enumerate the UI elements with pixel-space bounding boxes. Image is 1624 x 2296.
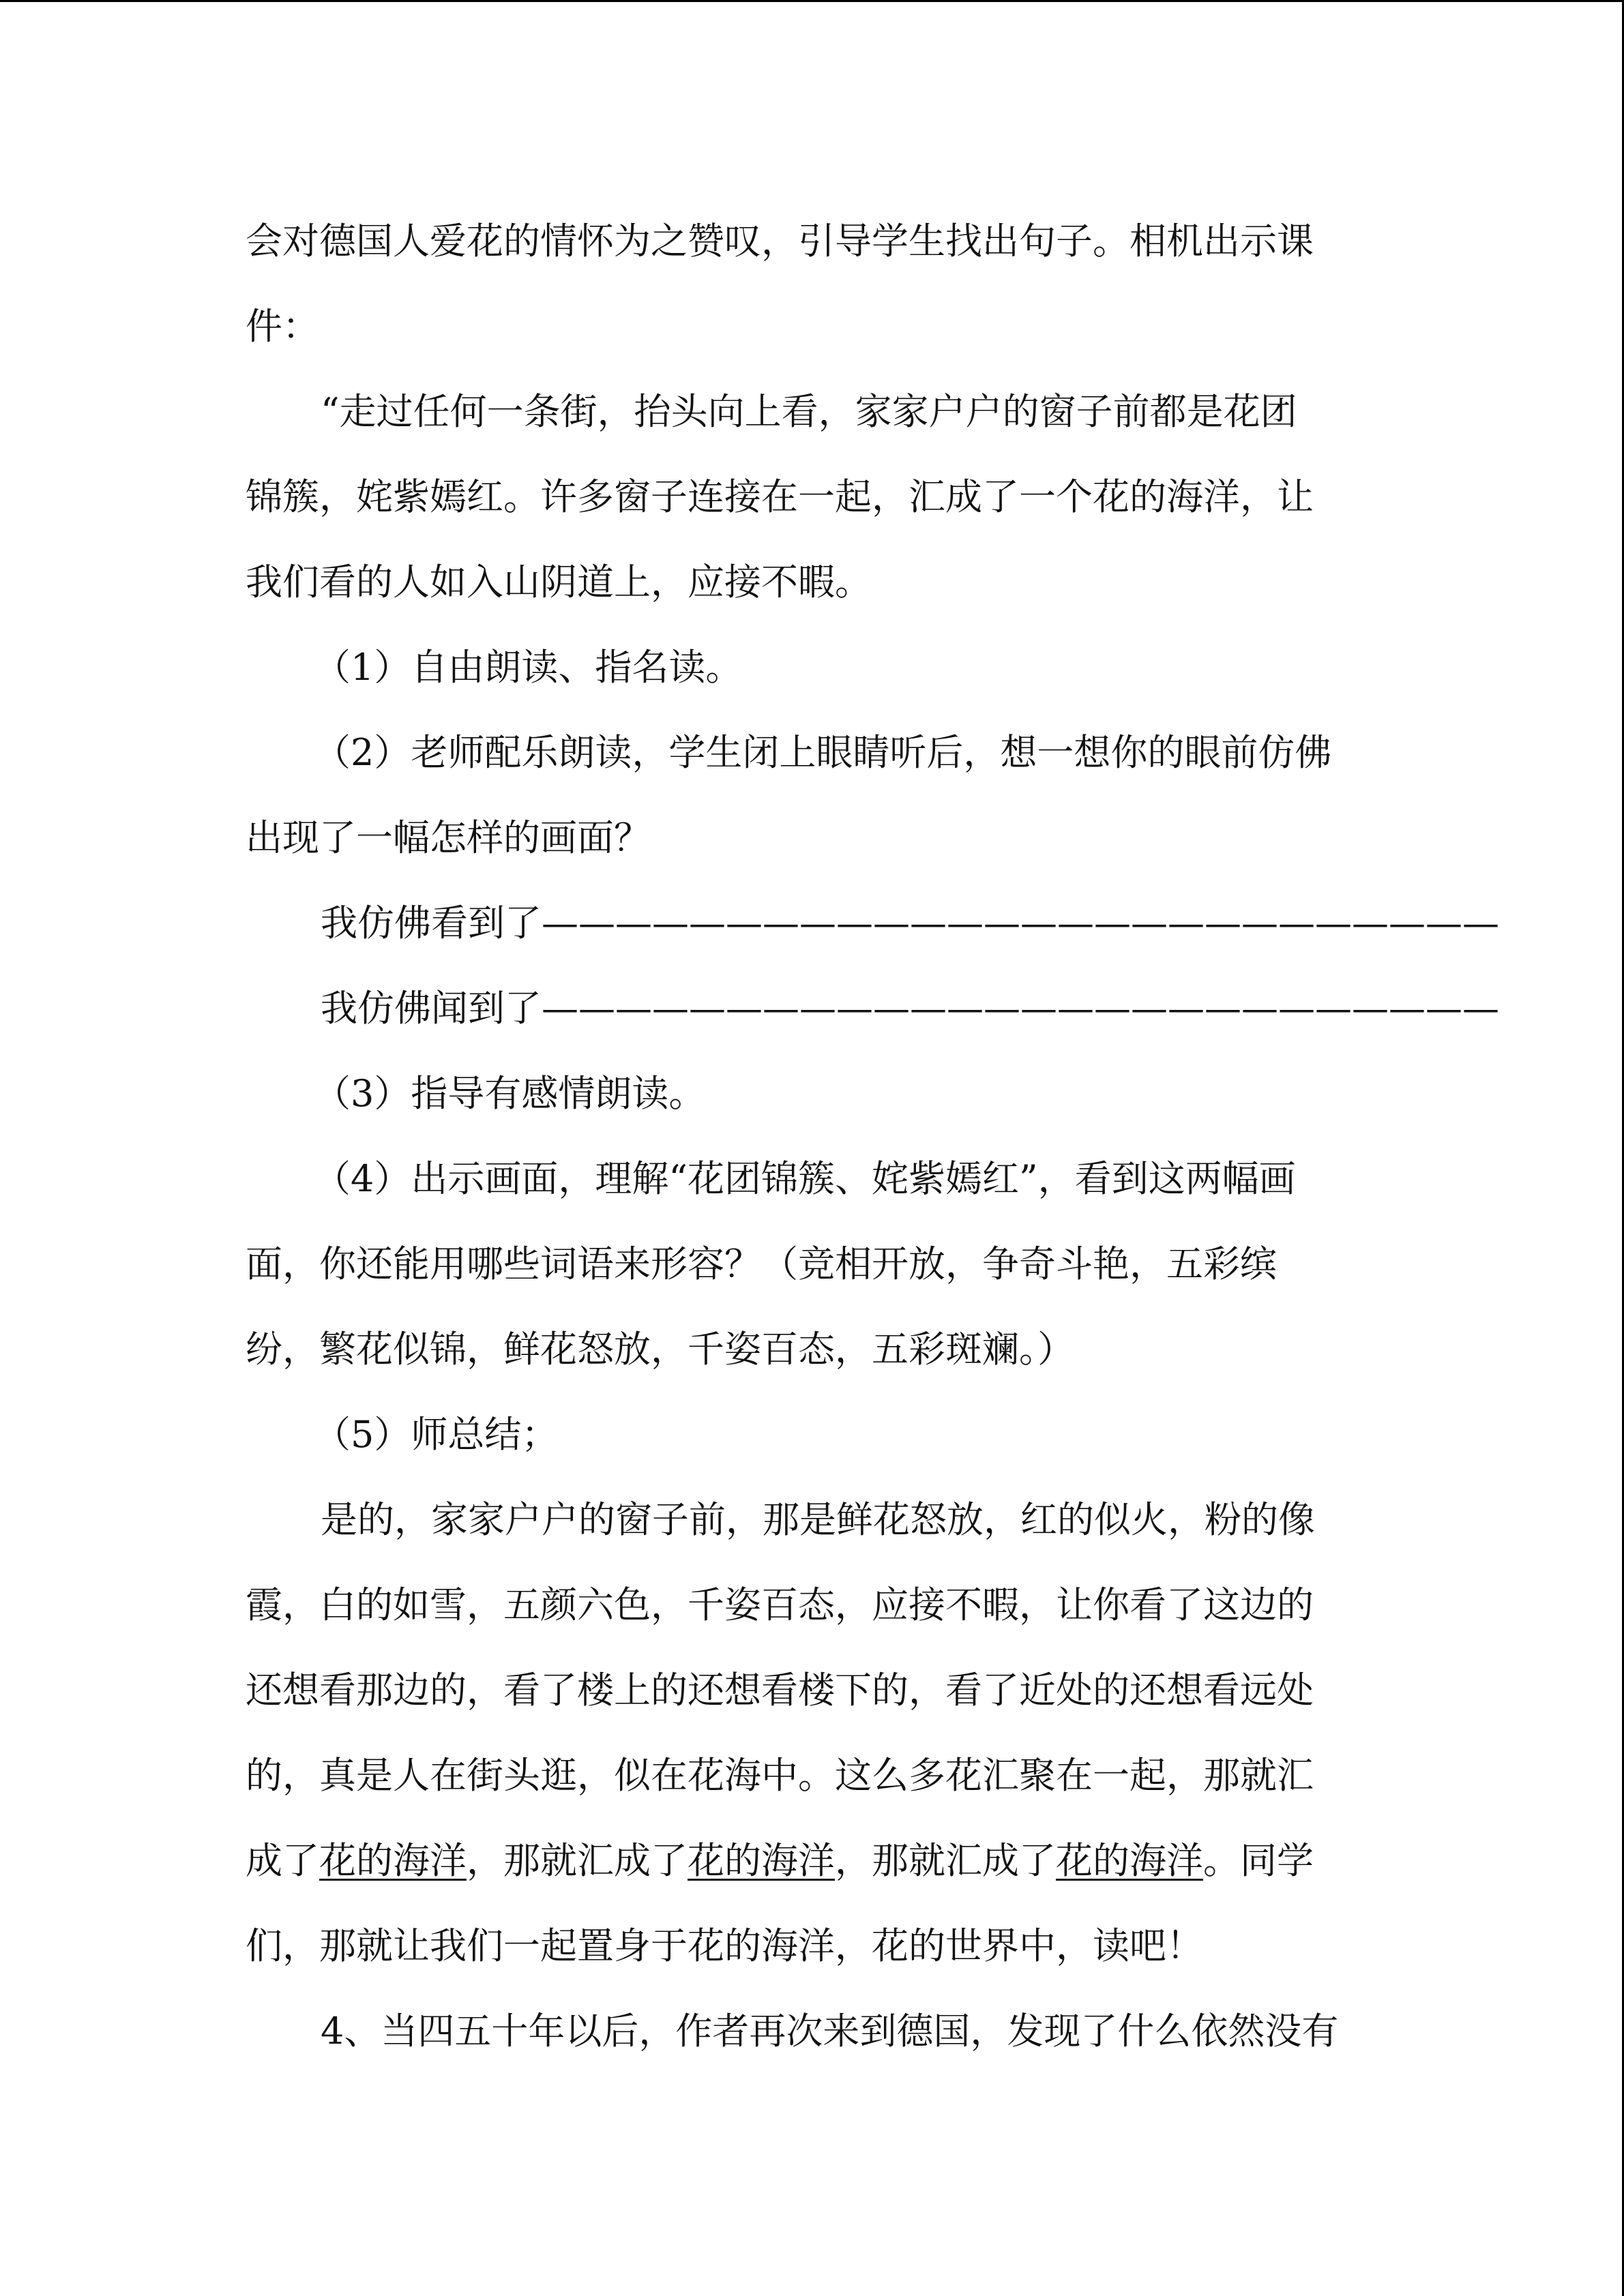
text-line: 霞，白的如雪，五颜六色，千姿百态，应接不暇，让你看了这边的 <box>246 1583 1314 1626</box>
quote-line: 锦簇，姹紫嫣红。许多窗子连接在一起，汇成了一个花的海洋，让 <box>246 475 1314 518</box>
underlined-phrase: 花的海洋 <box>319 1839 467 1882</box>
step-item: （4）出示画面，理解“花团锦簇、姹紫嫣红”，看到这两幅画 <box>314 1157 1296 1200</box>
text-line: 还想看那边的，看了楼上的还想看楼下的，看了近处的还想看远处 <box>246 1669 1314 1712</box>
fill-in-line: 我仿佛闻到了—————————————————————————— <box>321 987 1499 1030</box>
text-line: 4、当四五十年以后，作者再次来到德国，发现了什么依然没有 <box>321 2010 1339 2053</box>
step-item: （1）自由朗读、指名读。 <box>314 646 743 689</box>
text-segment: 成了 <box>246 1839 319 1882</box>
text-line: 们，那就让我们一起置身于花的海洋，花的世界中，读吧！ <box>246 1924 1203 1967</box>
text-line: 件： <box>246 305 319 348</box>
text-line: 是的，家家户户的窗子前，那是鲜花怒放，红的似火，粉的像 <box>321 1498 1315 1541</box>
text-line: 出现了一幅怎样的画面？ <box>246 816 651 859</box>
text-line: 的，真是人在街头逛，似在花海中。这么多花汇聚在一起，那就汇 <box>246 1754 1314 1797</box>
fill-in-line: 我仿佛看到了—————————————————————————— <box>321 901 1499 944</box>
underlined-phrase: 花的海洋 <box>688 1839 835 1882</box>
step-item: （3）指导有感情朗读。 <box>314 1072 706 1115</box>
text-line: 面，你还能用哪些词语来形容？（竞相开放，争奇斗艳，五彩缤 <box>246 1242 1277 1285</box>
step-item: （2）老师配乐朗读，学生闭上眼睛听后，想一想你的眼前仿佛 <box>314 731 1332 774</box>
text-line: 会对德国人爱花的情怀为之赞叹，引导学生找出句子。相机出示课 <box>246 220 1314 263</box>
quote-line: “走过任何一条街，抬头向上看，家家户户的窗子前都是花团 <box>321 390 1297 433</box>
underlined-phrase: 花的海洋 <box>1056 1839 1203 1882</box>
quote-line: 我们看的人如入山阴道上，应接不暇。 <box>246 561 872 603</box>
step-item: （5）师总结； <box>314 1413 559 1456</box>
text-line-underlined <box>246 1836 1314 1885</box>
text-segment: 。同学 <box>1203 1839 1314 1882</box>
text-segment: ，那就汇成了 <box>467 1839 688 1882</box>
text-line: 纷，繁花似锦，鲜花怒放，千姿百态，五彩斑斓。） <box>246 1328 1074 1371</box>
text-segment: ，那就汇成了 <box>835 1839 1056 1882</box>
